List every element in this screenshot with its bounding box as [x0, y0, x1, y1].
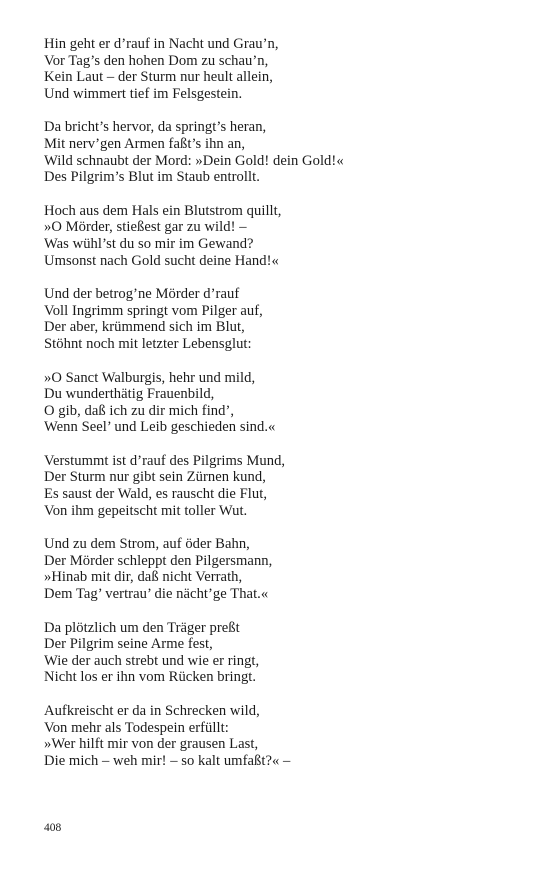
stanza: [44, 536, 524, 602]
verse-line: Der Pilgrim seine Arme fest,: [44, 636, 213, 653]
verse-line: Aufkreischt er da in Schrecken wild,: [44, 703, 260, 719]
verse-line: Die mich – weh mir! – so kalt umfaßt?« –: [44, 752, 291, 769]
verse-line: Dem Tag’ vertrau’ die nächt’ge That.«: [44, 586, 269, 603]
verse-line: Der aber, krümmend sich im Blut,: [44, 319, 245, 336]
stanza: [44, 620, 524, 686]
verse-line: Und der betrog’ne Mörder d’rauf: [44, 286, 240, 303]
verse-line: Von mehr als Todespein erfüllt:: [44, 719, 229, 736]
verse-line: Da bricht’s hervor, da springt’s heran,: [44, 119, 267, 136]
verse-line: Und wimmert tief im Felsgestein.: [44, 85, 243, 102]
verse-line: O gib, daß ich zu dir mich find’,: [44, 402, 235, 419]
verse-line: Hin geht er d’rauf in Nacht und Grau’n,: [44, 36, 279, 52]
verse-line: Du wunderthätig Frauenbild,: [44, 386, 215, 403]
verse-line: »O Sanct Walburgis, hehr und mild,: [44, 369, 256, 386]
verse-line: Mit nerv’gen Armen faßt’s ihn an,: [44, 135, 246, 152]
verse-line: Es saust der Wald, es rauscht die Flut,: [44, 486, 268, 503]
verse-line: »O Mörder, stießest gar zu wild! –: [44, 219, 247, 236]
stanza: [44, 370, 524, 436]
verse-line: Da plötzlich um den Träger preßt: [44, 619, 240, 636]
stanza: [44, 36, 524, 102]
stanza: [44, 119, 524, 185]
verse-line: Der Sturm nur gibt sein Zürnen kund,: [44, 469, 266, 486]
verse-line: Von ihm gepeitscht mit toller Wut.: [44, 502, 248, 519]
stanza: [44, 203, 524, 269]
verse-line: »Hinab mit dir, daß nicht Verrath,: [44, 569, 243, 586]
verse-line: Stöhnt noch mit letzter Lebensglut:: [44, 335, 252, 352]
verse-line: Wenn Seel’ und Leib geschieden sind.«: [44, 419, 276, 436]
verse-line: Nicht los er ihn vom Rücken bringt.: [44, 669, 257, 686]
verse-line: Voll Ingrimm springt vom Pilger auf,: [44, 302, 263, 319]
verse-line: Wild schnaubt der Mord: »Dein Gold! dein Gold!«: [44, 152, 344, 169]
verse-line: Kein Laut – der Sturm nur heult allein,: [44, 69, 273, 86]
stanza: [44, 286, 524, 352]
verse-line: Was wühl’st du so mir im Gewand?: [44, 235, 254, 252]
page-number: 408: [44, 822, 62, 834]
poem-text: [44, 36, 524, 786]
verse-line: Hoch aus dem Hals ein Blutstrom quillt,: [44, 202, 282, 219]
stanza: [44, 453, 524, 519]
verse-line: Umsonst nach Gold sucht deine Hand!«: [44, 252, 279, 269]
verse-line: »Wer hilft mir von der grausen Last,: [44, 736, 259, 753]
stanza: [44, 703, 524, 769]
verse-line: Wie der auch strebt und wie er ringt,: [44, 652, 260, 669]
verse-line: Des Pilgrim’s Blut im Staub entrollt.: [44, 169, 260, 186]
verse-line: Verstummt ist d’rauf des Pilgrims Mund,: [44, 452, 286, 469]
verse-line: Vor Tag’s den hohen Dom zu schau’n,: [44, 52, 269, 69]
verse-line: Der Mörder schleppt den Pilgersmann,: [44, 552, 273, 569]
verse-line: Und zu dem Strom, auf öder Bahn,: [44, 536, 250, 553]
